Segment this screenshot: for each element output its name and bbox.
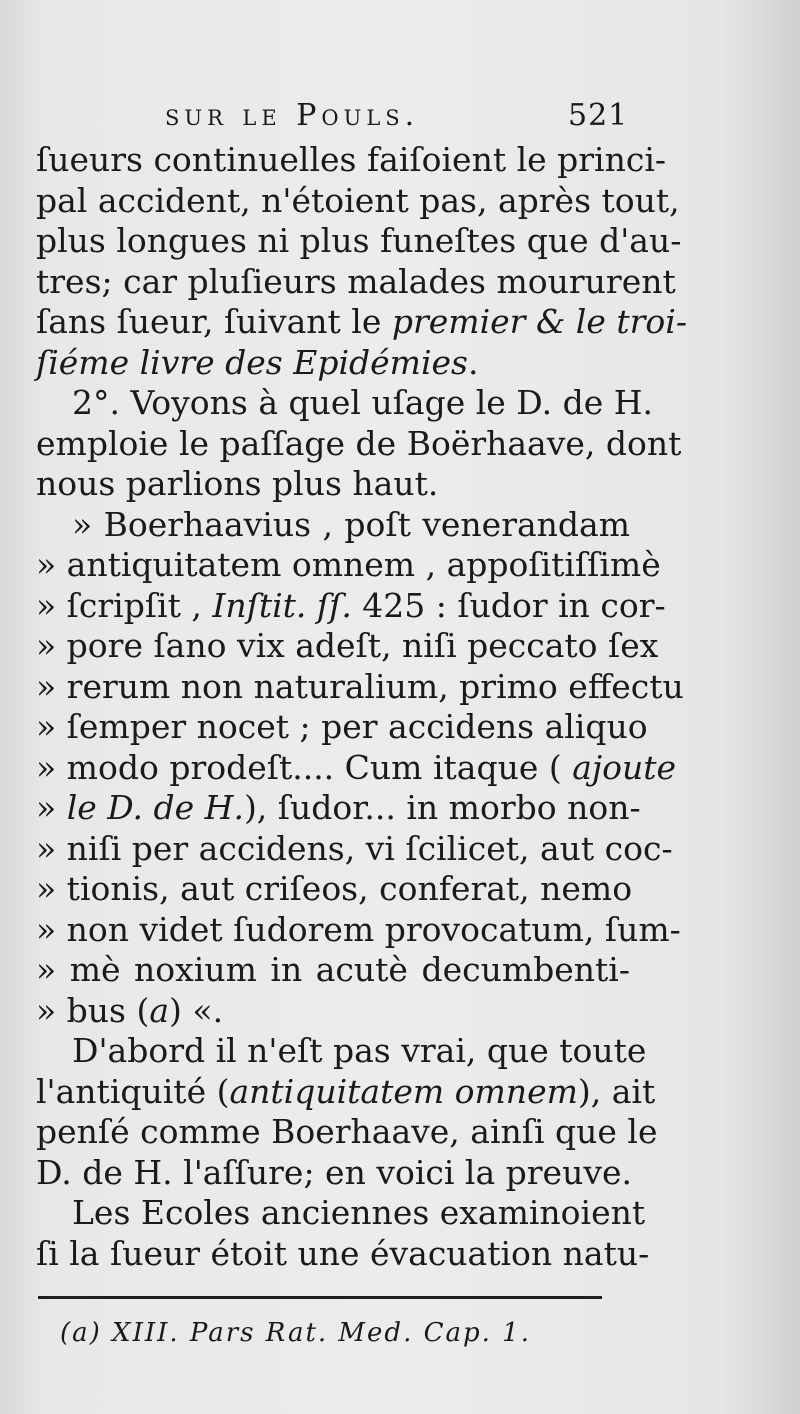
page-header <box>0 98 800 138</box>
text-line <box>36 464 630 505</box>
text-line <box>36 950 630 991</box>
text-line <box>36 1233 650 1275</box>
text-segment: 2°. Voyons à quel uſage le D. de H. <box>72 383 653 422</box>
text-segment: D'abord il n'eſt pas vrai, que toute <box>72 1031 647 1070</box>
text-segment: » pore ſano vix adeſt, niſi peccato ſex <box>36 626 659 665</box>
text-segment: . <box>467 342 479 382</box>
text-line <box>36 302 687 343</box>
text-line <box>36 788 641 829</box>
text-segment: » mè noxium in acutè decumbenti- <box>36 950 630 989</box>
italic-text: ajoute <box>572 747 677 787</box>
text-segment: 425 : ſudor in cor- <box>351 585 666 625</box>
text-segment: ), ſudor... in morbo non- <box>243 788 641 827</box>
italic-text: le D. de H. <box>66 788 244 827</box>
running-head: sur le Pouls. <box>165 98 420 133</box>
text-line <box>36 828 673 870</box>
text-segment: » rerum non naturalium, primo effectu <box>36 666 684 706</box>
text-line <box>36 909 681 951</box>
text-segment: plus longues ni plus funeſtes que d'au- <box>36 221 682 260</box>
text-line <box>36 221 682 262</box>
text-line <box>36 585 666 627</box>
page-number: 521 <box>568 98 629 133</box>
italic-text: premier & le troi- <box>391 302 687 341</box>
text-line <box>36 1031 647 1072</box>
italic-text: antiquitatem omnem <box>229 1071 578 1111</box>
footnote-rule <box>38 1296 602 1299</box>
text-segment: » ſemper nocet ; per accidens aliquo <box>36 707 648 746</box>
text-line <box>36 1112 658 1153</box>
text-line <box>36 747 677 789</box>
text-segment: » non videt ſudorem provocatum, ſum- <box>36 909 681 949</box>
text-segment: tres; car pluſieurs malades moururent <box>36 261 676 301</box>
text-line <box>36 343 630 384</box>
text-segment: » ſcripſit , <box>36 585 213 625</box>
text-segment: emploie le paſſage de Boërhaave, dont <box>36 423 682 463</box>
text-line <box>36 261 676 303</box>
italic-text: Inſtit. ſſ. <box>212 585 352 625</box>
text-segment: ) «. <box>169 990 224 1030</box>
text-segment: ), ait <box>577 1071 656 1111</box>
text-line <box>36 140 667 181</box>
text-segment: l'antiquité ( <box>36 1071 230 1111</box>
text-segment: ſans ſueur, ſuivant le <box>36 302 392 341</box>
italic-text: ſiéme livre des Epidémies <box>36 342 468 382</box>
text-segment: D. de H. l'aſſure; en voici la preuve. <box>36 1152 632 1192</box>
text-line <box>36 545 661 586</box>
text-segment: » niſi per accidens, vi ſcilicet, aut coc- <box>36 828 673 868</box>
text-line <box>36 666 684 708</box>
text-segment: » tionis, aut criſeos, conferat, nemo <box>36 869 633 908</box>
text-segment: » antiquitatem omnem , appoſitiſſimè <box>36 545 661 584</box>
text-segment: ſueurs continuelles faiſoient le princi- <box>36 140 667 179</box>
text-line <box>36 626 659 667</box>
text-line <box>36 707 648 748</box>
text-segment: pal accident, n'étoient pas, après tout, <box>36 180 680 220</box>
body-text <box>36 140 687 1274</box>
text-line <box>36 423 682 465</box>
text-segment: nous parlions plus haut. <box>36 464 439 503</box>
text-line <box>36 505 630 546</box>
text-segment: » bus ( <box>36 990 150 1030</box>
italic-text: a <box>149 990 170 1030</box>
text-line <box>36 1193 646 1234</box>
text-line <box>36 991 630 1032</box>
text-segment: » modo prodeſt.... Cum itaque ( <box>36 747 573 787</box>
text-line <box>36 383 653 424</box>
text-line <box>36 180 680 222</box>
text-line <box>36 1153 630 1194</box>
text-segment: penſé comme Boerhaave, ainſi que le <box>36 1112 658 1151</box>
footnote: (a) XIII. Pars Rat. Med. Cap. 1. <box>60 1318 531 1348</box>
text-segment: » <box>36 788 67 827</box>
text-segment: Les Ecoles anciennes examinoient <box>72 1193 646 1232</box>
text-segment: » Boerhaavius , poſt venerandam <box>72 504 630 544</box>
text-line <box>36 869 633 910</box>
text-segment: ſi la ſueur étoit une évacuation natu- <box>36 1233 650 1273</box>
text-line <box>36 1071 656 1113</box>
